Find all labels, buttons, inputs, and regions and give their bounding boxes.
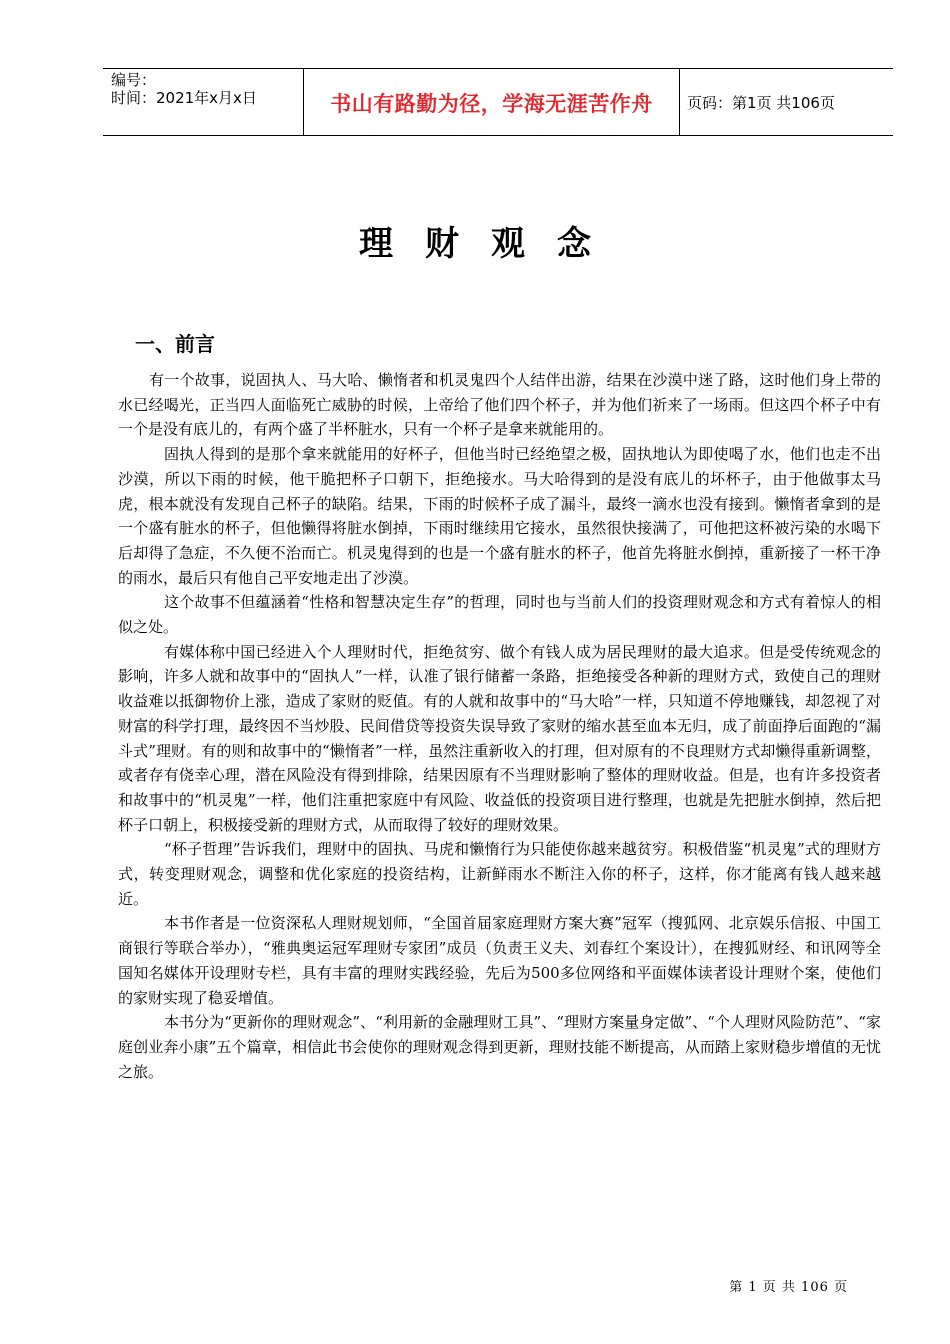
paragraph: 有一个故事，说固执人、马大哈、懒惰者和机灵鬼四个人结伴出游，结果在沙漠中迷了路，这时他们身上带的水已经喝光，正当四人面临死亡威胁的时候，上帝给了他们四个杯子，并为他们祈来了一场雨。但这四个杯子中有一个是没有底儿的，有两个盛了半杯脏水，只有一个杯子是拿来就能用的。	[118, 371, 881, 439]
number-label: 编号：	[111, 71, 157, 89]
header-table	[103, 68, 893, 136]
motto-text: 书山有路勤为径，学海无涯苦作舟	[330, 92, 653, 116]
header-motto-cell	[304, 69, 680, 135]
page-footer: 第 1 页 共 106 页	[729, 1280, 848, 1295]
document-title: 理财观念	[359, 224, 623, 264]
header-page-cell	[680, 69, 893, 135]
paragraph: 固执人得到的是那个拿来就能用的好杯子，但他当时已经绝望之极，固执地认为即使喝了水，他们也走不出沙漠，所以下雨的时候，他干脆把杯子口朝下，拒绝接水。马大哈得到的是没有底儿的坏杯子，由于他做事太马虎，根本就没有发现自己杯子的缺陷。结果，下雨的时候杯子成了漏斗，最终一滴水也没有接到。懒惰者拿到的是一个盛有脏水的杯子，但他懒得将脏水倒掉，下雨时继续用它接水，虽然很快接满了，可他把这杯被污染的水喝下后却得了急症，不久便不治而亡。机灵鬼得到的也是一个盛有脏水的杯子，他首先将脏水倒掉，重新接了一杯干净的雨水，最后只有他自己平安地走出了沙漠。	[118, 445, 881, 587]
time-label: 时间：2021年x月x日	[111, 89, 257, 107]
page-info: 页码：第1页 共106页	[687, 93, 835, 112]
header-meta-cell	[103, 69, 304, 135]
paragraph: 有媒体称中国已经进入个人理财时代，拒绝贫穷、做个有钱人成为居民理财的最大追求。但是受传统观念的影响，许多人就和故事中的“固执人”一样，认准了银行储蓄一条路，拒绝接受各种新的理财方式，致使自己的理财收益难以抵御物价上涨，造成了家财的贬值。有的人就和故事中的“马大哈”一样，只知道不停地赚钱，却忽视了对财富的科学打理，最终因不当炒股、民间借贷等投资失误导致了家财的缩水甚至血本无归，成了前面挣后面跑的“漏斗式”理财。有的则和故事中的“懒惰者”一样，虽然注重新收入的打理，但对原有的不良理财方式却懒得重新调整，或者存有侥幸心理，潜在风险没有得到排除，结果因原有不当理财影响了整体的理财收益。但是，也有许多投资者和故事中的“机灵鬼”一样，他们注重把家庭中有风险、收益低的投资项目进行整理，也就是先把脏水倒掉，然后把杯子口朝上，积极接受新的理财方式，从而取得了较好的理财效果。	[118, 642, 881, 834]
paragraph: 这个故事不但蕴涵着“性格和智慧决定生存”的哲理，同时也与当前人们的投资理财观念和方式有着惊人的相似之处。	[118, 593, 881, 637]
section-heading: 一、前言	[135, 332, 215, 356]
paragraph: “杯子哲理”告诉我们，理财中的固执、马虎和懒惰行为只能使你越来越贫穷。积极借鉴“机灵鬼”式的理财方式，转变理财观念，调整和优化家庭的投资结构，让新鲜雨水不断注入你的杯子，这样，你才能离有钱人越来越近。	[118, 840, 881, 908]
paragraph: 本书分为“更新你的理财观念”、“利用新的金融理财工具”、“理财方案量身定做”、“个人理财风险防范”、“家庭创业奔小康”五个篇章，相信此书会使你的理财观念得到更新，理财技能不断提高，从而踏上家财稳步增值的无忧之旅。	[118, 1013, 881, 1081]
body-text	[118, 368, 881, 1084]
paragraph: 本书作者是一位资深私人理财规划师，“全国首届家庭理财方案大赛”冠军（搜狐网、北京娱乐信报、中国工商银行等联合举办），“雅典奥运冠军理财专家团”成员（负责王义夫、刘春红个案设计），在搜狐财经、和讯网等全国知名媒体开设理财专栏，具有丰富的理财实践经验，先后为500多位网络和平面媒体读者设计理财个案，使他们的家财实现了稳妥增值。	[118, 914, 881, 1007]
